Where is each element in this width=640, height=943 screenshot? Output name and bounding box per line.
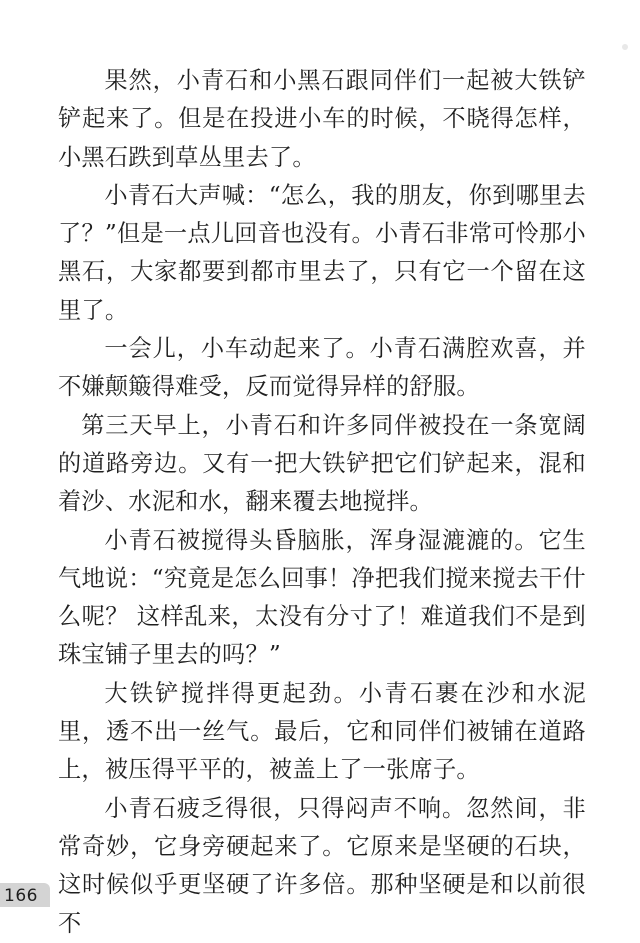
paragraph: 大铁铲搅拌得更起劲。小青石裹在沙和水泥里，透不出一丝气。最后，它和同伴们被铺在道路上，被压得平平的，被盖上了一张席子。 — [58, 679, 586, 784]
paragraph: 小青石被搅得头昏脑胀，浑身湿漉漉的。它生气地说：“究竟是怎么回事！净把我们搅来搅去干什么呢？ 这样乱来，太没有分寸了！难道我们不是到珠宝铺子里去的吗？” — [58, 526, 586, 669]
paragraph: 小青石大声喊：“怎么，我的朋友，你到哪里去了？”但是一点儿回音也没有。小青石非常可怜那小黑石，大家都要到都市里去了，只有它一个留在这里了。 — [58, 181, 586, 324]
paragraph: 一会儿，小车动起来了。小青石满腔欢喜，并不嫌颠簸得难受，反而觉得异样的舒服。 — [58, 335, 586, 401]
paragraph: 小青石疲乏得很，只得闷声不响。忽然间，非常奇妙，它身旁硬起来了。它原来是坚硬的石块，这时候似乎更坚硬了许多倍。那种坚硬是和以前很不 — [58, 794, 586, 937]
page-footer — [0, 883, 640, 907]
page-number: 166 — [4, 886, 38, 906]
page-corner-mark — [622, 44, 628, 50]
paragraph: 第三天早上，小青石和许多同伴被投在一条宽阔的道路旁边。又有一把大铁铲把它们铲起来，混和着沙、水泥和水，翻来覆去地搅拌。 — [58, 411, 586, 516]
paragraph: 果然，小青石和小黑石跟同伴们一起被大铁铲铲起来了。但是在投进小车的时候，不晓得怎样，小黑石跌到草丛里去了。 — [58, 67, 586, 171]
story-text — [58, 62, 586, 943]
